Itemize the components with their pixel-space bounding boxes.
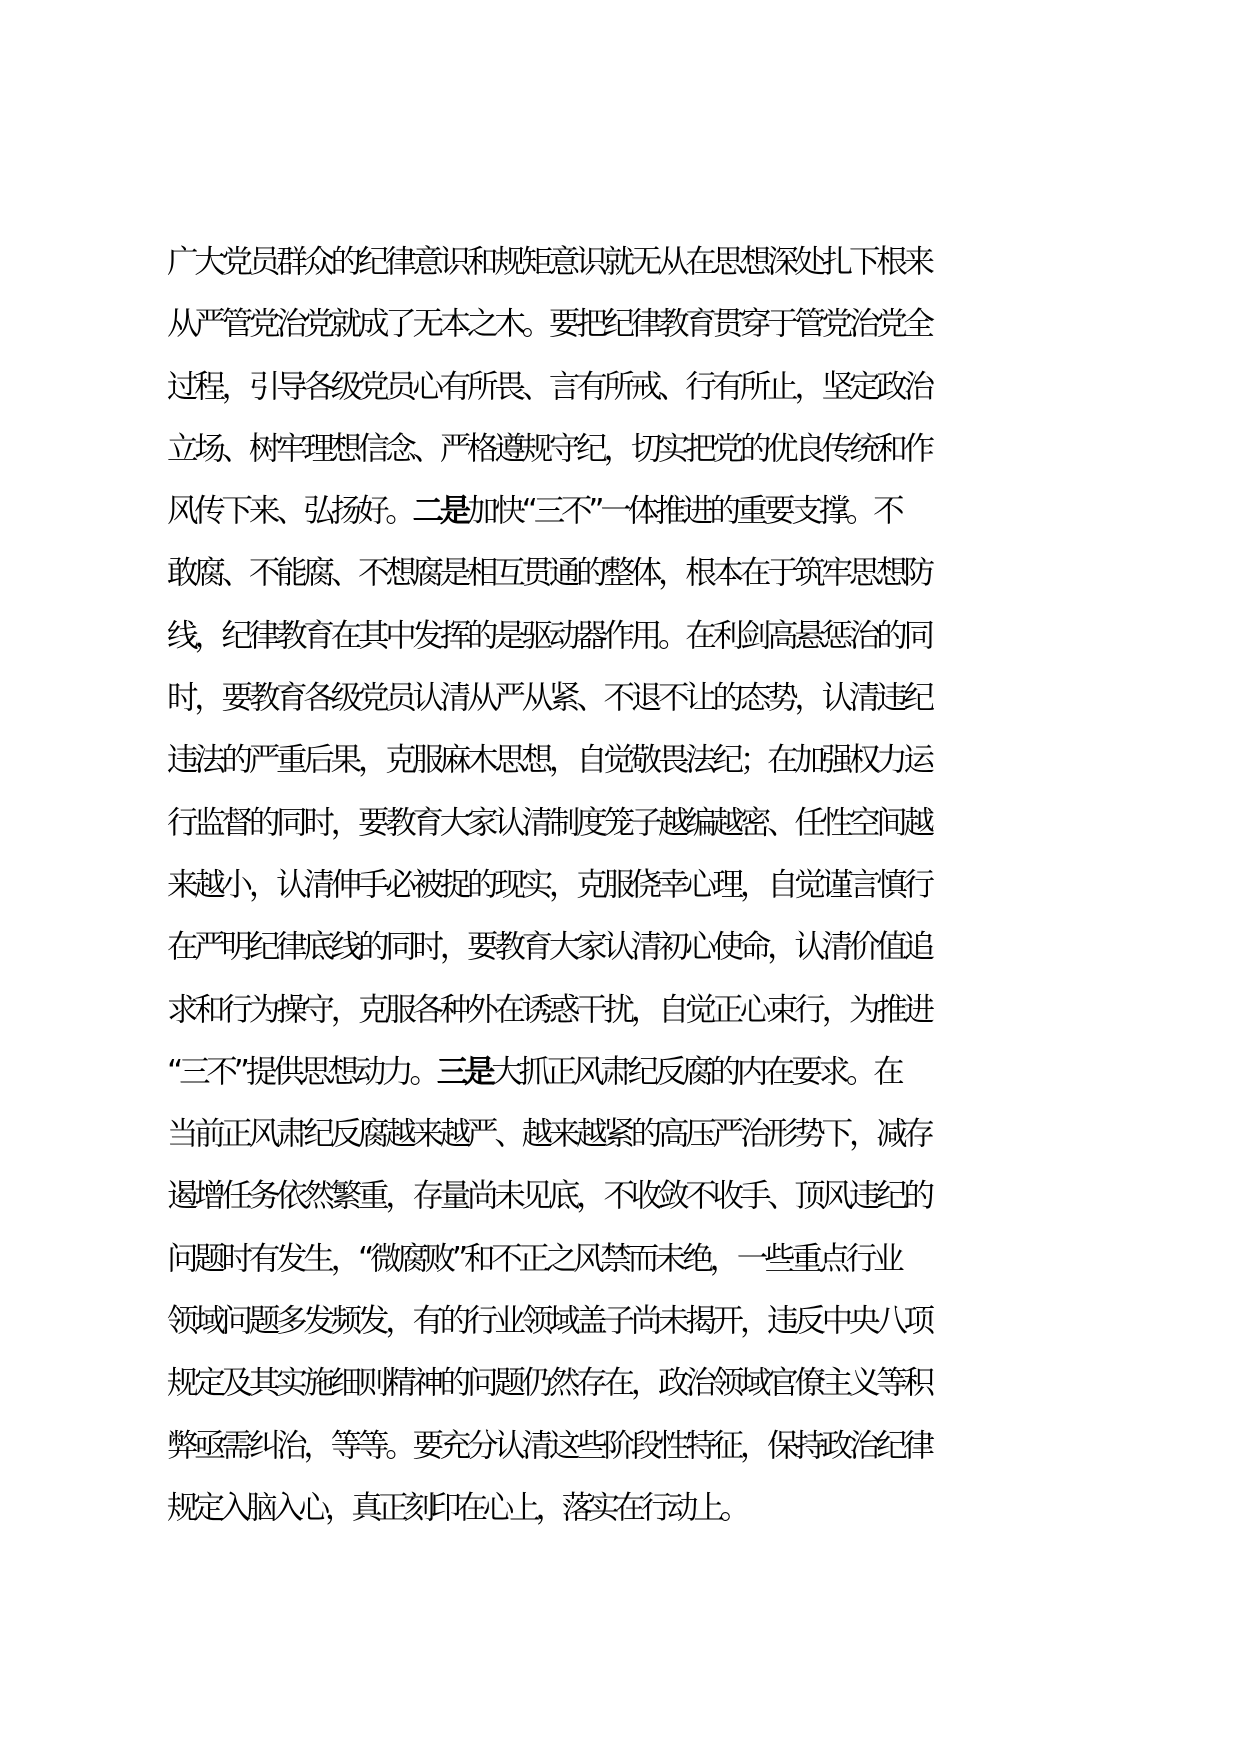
- text-segment: 时，要教育各级党员认清从严从紧、不退不让的态势，认清违纪: [167, 680, 931, 717]
- body-paragraph: [167, 231, 1097, 1539]
- text-segment: 加快“三不”一体推进的重要支撑。不: [467, 493, 901, 530]
- text-segment: 遏增任务依然繁重，存量尚未见底，不收敛不收手、顶风违纪的: [167, 1178, 931, 1215]
- bold-heading-marker: 二是: [412, 493, 468, 530]
- text-line: [167, 1165, 1097, 1227]
- text-line: [167, 480, 1097, 542]
- text-line: [167, 1477, 1097, 1539]
- text-line: [167, 418, 1097, 480]
- text-line: [167, 1352, 1097, 1414]
- text-line: [167, 729, 1097, 791]
- text-line: [167, 1290, 1097, 1352]
- text-segment: 违法的严重后果，克服麻木思想，自觉敬畏法纪；在加强权力运: [167, 742, 931, 779]
- text-line: [167, 231, 1097, 293]
- text-segment: 当前正风肃纪反腐越来越严、越来越紧的高压严治形势下，减存: [167, 1116, 931, 1153]
- text-line: [167, 1103, 1097, 1165]
- bold-heading-marker: 三是: [436, 1053, 492, 1090]
- text-line: [167, 293, 1097, 355]
- text-segment: 规定及其实施细则精神的问题仍然存在，政治领域官僚主义等积: [167, 1365, 931, 1402]
- text-segment: 在严明纪律底线的同时，要教育大家认清初心使命，认清价值追: [167, 929, 931, 966]
- text-segment: 从严管党治党就成了无本之木。要把纪律教育贯穿于管党治党全: [167, 306, 931, 343]
- text-line: [167, 356, 1097, 418]
- text-segment: 规定入脑入心，真正刻印在心上，落实在行动上。: [167, 1489, 746, 1526]
- text-line: [167, 916, 1097, 978]
- text-line: [167, 792, 1097, 854]
- text-segment: 领域问题多发频发，有的行业领域盖子尚未揭开，违反中央八项: [167, 1303, 931, 1340]
- text-segment: 风传下来、弘扬好。: [167, 493, 413, 530]
- text-line: [167, 854, 1097, 916]
- text-segment: “三不”提供思想动力。: [167, 1053, 437, 1090]
- text-segment: 敢腐、不能腐、不想腐是相互贯通的整体，根本在于筑牢思想防: [167, 555, 931, 592]
- text-segment: 过程，引导各级党员心有所畏、言有所戒、行有所止，坚定政治: [167, 368, 931, 405]
- text-segment: 弊亟需纠治，等等。要充分认清这些阶段性特征，保持政治纪律: [167, 1427, 931, 1464]
- text-segment: 求和行为操守，克服各种外在诱惑干扰，自觉正心束行，为推进: [167, 991, 931, 1028]
- text-line: [167, 1415, 1097, 1477]
- text-segment: 大抓正风肃纪反腐的内在要求。在: [491, 1053, 901, 1090]
- text-line: [167, 1228, 1097, 1290]
- text-segment: 来越小，认清伸手必被捉的现实，克服侥幸心理，自觉谨言慎行: [167, 866, 931, 903]
- text-line: [167, 1041, 1097, 1103]
- text-segment: 线，纪律教育在其中发挥的是驱动器作用。在利剑高悬惩治的同: [167, 617, 931, 654]
- text-segment: 广大党员群众的纪律意识和规矩意识就无从在思想深处扎下根来: [167, 244, 931, 280]
- text-segment: 问题时有发生，“微腐败”和不正之风禁而未绝，一些重点行业: [167, 1240, 901, 1277]
- text-line: [167, 979, 1097, 1041]
- text-segment: 立场、树牢理想信念、严格遵规守纪，切实把党的优良传统和作: [167, 430, 931, 467]
- text-line: [167, 542, 1097, 604]
- text-segment: 行监督的同时，要教育大家认清制度笼子越编越密、任性空间越: [167, 804, 931, 841]
- text-line: [167, 667, 1097, 729]
- text-line: [167, 605, 1097, 667]
